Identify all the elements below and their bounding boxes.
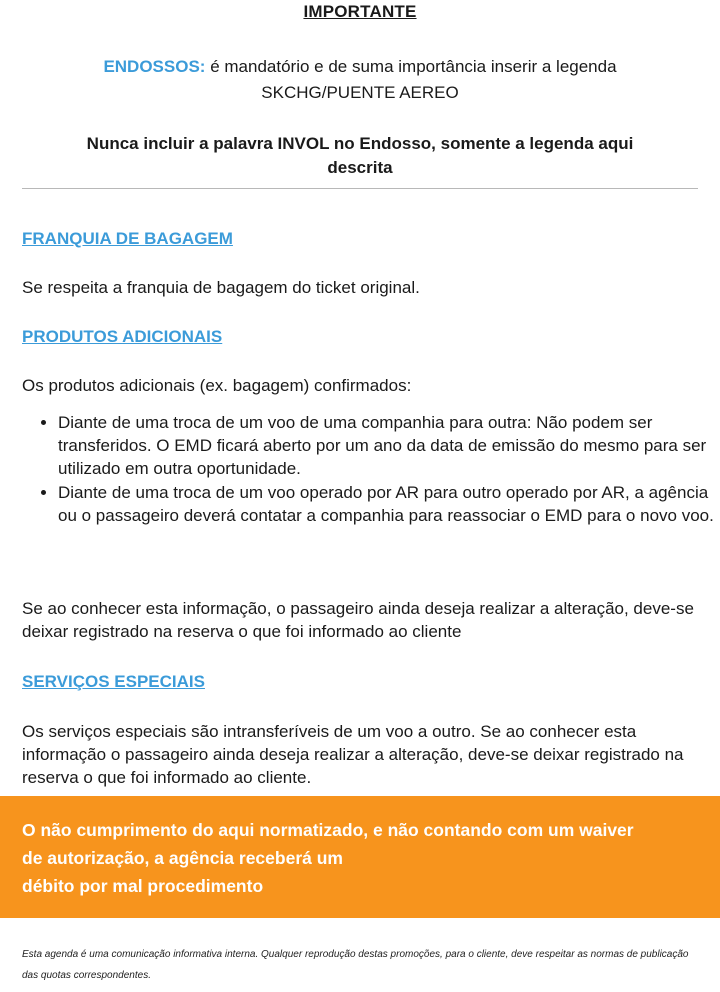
invol-warning [40, 132, 680, 180]
additional-products-note: Se ao conhecer esta informação, o passageiro ainda deseja realizar a alteração, deve-se deixar registrado na reserva o que foi informado ao cliente [22, 599, 694, 641]
special-services-heading-link[interactable]: SERVIÇOS ESPECIAIS [22, 672, 205, 691]
endorsement-text: é mandatório e de suma importância inserir a legenda [210, 57, 617, 76]
endorsement-label: ENDOSSOS: [103, 57, 206, 76]
special-services-text: Os serviços especiais são intransferíveis de um voo a outro. Se ao conhecer esta informação o passageiro ainda deseja realizar a alteração, deve-se deixar registrado na reserva o que foi informado ao cliente. [22, 722, 684, 787]
additional-products-list [22, 411, 720, 528]
divider [22, 188, 698, 189]
baggage-text: Se respeita a franquia de bagagem do ticket original. [22, 278, 420, 297]
invol-warning-line-1: Nunca incluir a palavra INVOL no Endosso, somente a legenda aqui [86, 134, 634, 153]
warning-banner [0, 796, 720, 918]
endorsement-legend: SKCHG/PUENTE AEREO [261, 83, 459, 102]
additional-products-heading-link[interactable]: PRODUTOS ADICIONAIS [22, 327, 223, 346]
page-title: IMPORTANTE [303, 2, 417, 21]
endorsement-notice [40, 54, 680, 106]
invol-warning-line-2: descrita [327, 158, 393, 177]
list-item: • Diante de uma troca de um voo operado por AR para outro operado por AR, a agência ou o passageiro deverá contatar a companhia para reassociar o EMD para o novo voo. [58, 481, 720, 527]
additional-products-intro: Os produtos adicionais (ex. bagagem) confirmados: [22, 376, 412, 395]
warning-banner-line-2: de autorização, a agência receberá um [22, 848, 343, 868]
warning-banner-line-1: O não cumprimento do aqui normatizado, e não contando com um waiver [22, 820, 634, 840]
baggage-heading-link[interactable]: FRANQUIA DE BAGAGEM [22, 229, 233, 248]
footer-disclaimer: Esta agenda é uma comunicação informativa interna. Qualquer reprodução destas promoções, para o cliente, deve respeitar as normas de publicação das quotas correspondentes. [22, 949, 689, 981]
warning-banner-line-3: débito por mal procedimento [22, 876, 264, 896]
list-item: • Diante de uma troca de um voo de uma companhia para outra: Não podem ser transferidos. O EMD ficará aberto por um ano da data de emissão do mesmo para ser utilizado em outra oportunidade. [58, 411, 720, 480]
